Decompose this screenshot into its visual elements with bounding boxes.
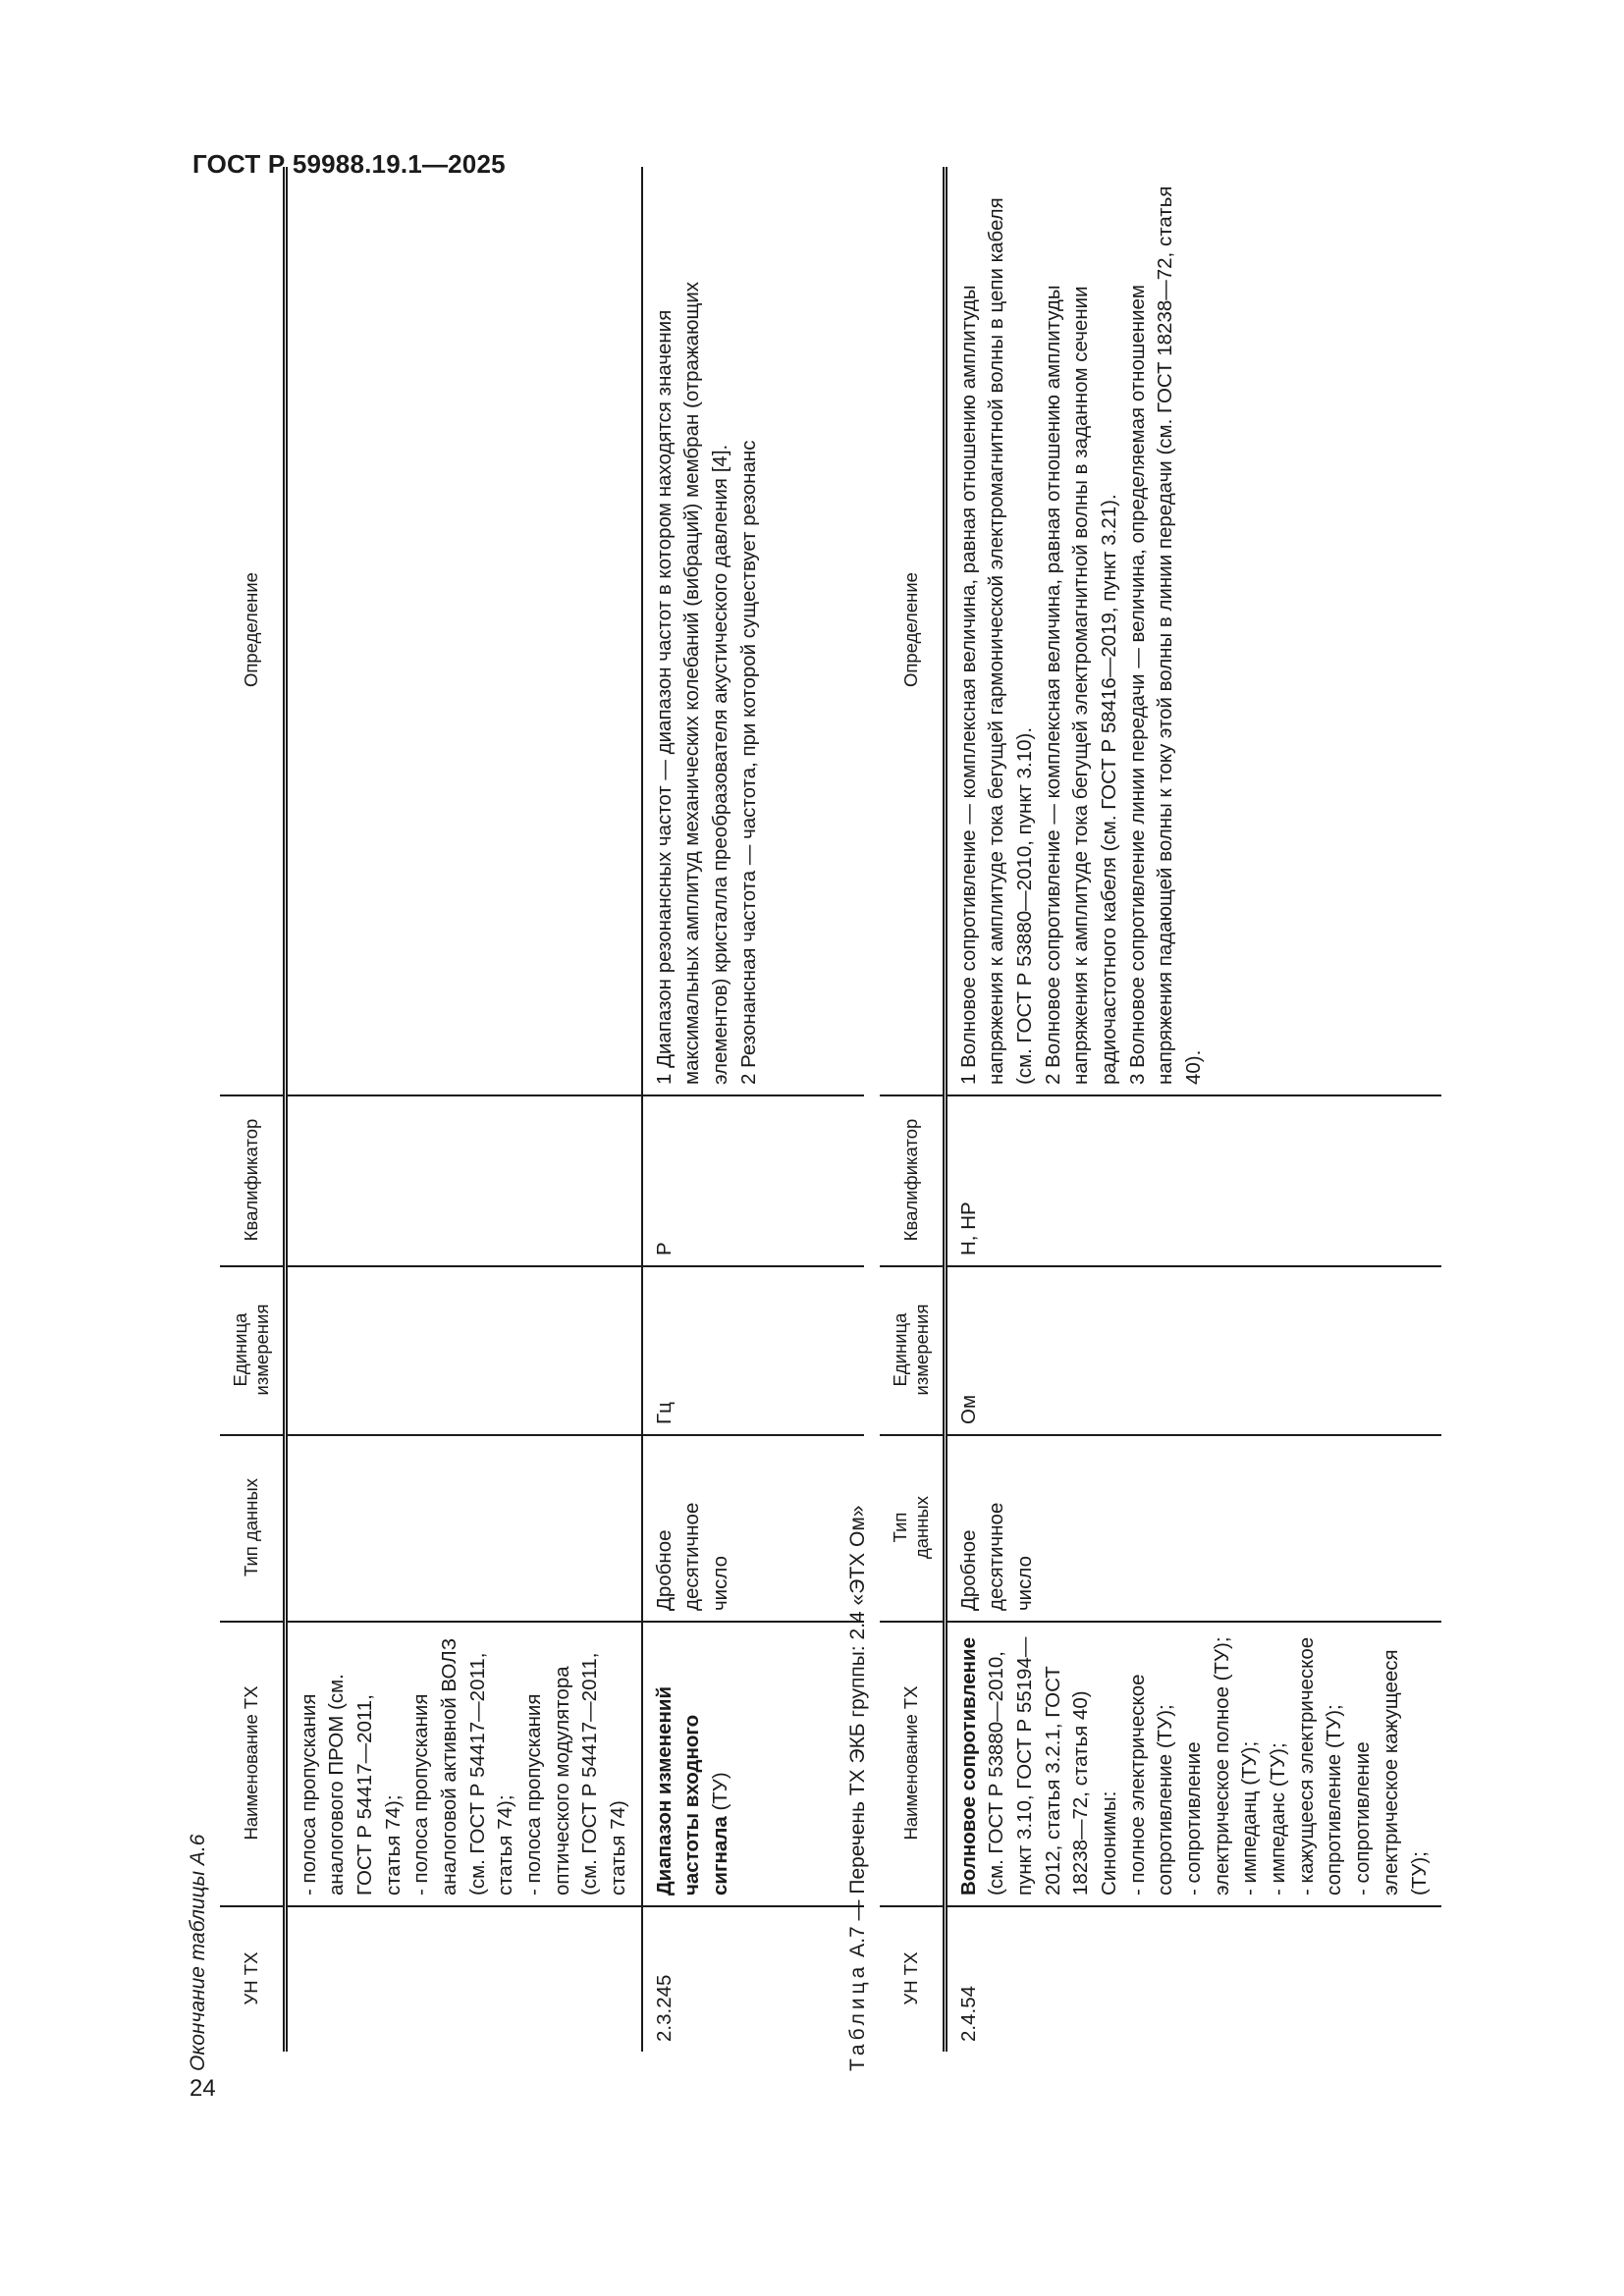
- cell-qualifier: Н, НР: [945, 1095, 1441, 1266]
- name-details: (ТУ): [709, 1772, 732, 1811]
- name-details: (см. ГОСТ Р 53880—2010, пункт 3.10, ГОСТ Р 55194—2012, статья 3.2.1, ГОСТ 18238—72, статья 40) Синонимы: - полное электрическое сопротивление (ТУ); - сопротивление электрическое полное (ТУ); - импеданц (ТУ); - импеданс (ТУ); - кажущееся электрическое сопротивление (ТУ); - сопротивление электрическое кажущееся (ТУ);: [985, 1636, 1431, 1896]
- caption-prefix: Таблица: [846, 1962, 869, 2071]
- table-row: [945, 167, 1441, 2052]
- col-header-type: Тип данных: [880, 1435, 945, 1622]
- col-header-unit: Единица измерения: [220, 1266, 285, 1435]
- cell-id: 2.4.54: [945, 1906, 1441, 2052]
- cell-definition: 1 Волновое сопротивление — комплексная величина, равная отношению амплитуды напряжения к амплитуде тока бегущей гармонической электромагнитной волны в цепи кабеля (см. ГОСТ Р 53880—2010, пункт 3.10). 2 Волновое сопротивление — комплексная величина, равная отношению амплитуды напряжения к амплитуде тока бегущей электромагнитной волны в заданном сечении радиочастотного кабеля (см. ГОСТ Р 58416—2019, пункт 3.21). 3 Волновое сопротивление линии передачи — величина, определяемая отношением напряжения падающей волны к току этой волны в линии передачи (см. ГОСТ 18238—72, статья 40).: [945, 167, 1441, 1095]
- cell-name: [285, 1622, 642, 1906]
- cell-unit: Ом: [945, 1266, 1441, 1435]
- cell-name: [945, 1622, 1441, 1906]
- col-header-id: УН ТХ: [880, 1906, 945, 2052]
- cell-definition: [285, 167, 642, 1095]
- col-header-id: УН ТХ: [220, 1906, 285, 2052]
- col-header-name: Наименование ТХ: [880, 1622, 945, 1906]
- table-a7: [880, 167, 1441, 2052]
- table-row: [642, 167, 864, 2052]
- col-header-name: Наименование ТХ: [220, 1622, 285, 1906]
- col-header-definition: Определение: [220, 167, 285, 1095]
- col-header-definition: Определение: [880, 167, 945, 1095]
- document-header: ГОСТ Р 59988.19.1—2025: [192, 149, 506, 179]
- cell-type: Дробное десятичное число: [642, 1435, 864, 1622]
- table-a6: [220, 167, 864, 2052]
- col-header-qualifier: Квалификатор: [220, 1095, 285, 1266]
- cell-id: [285, 1906, 642, 2052]
- table-row: [285, 167, 642, 2052]
- rotated-content: [185, 152, 1432, 2076]
- col-header-qualifier: Квалификатор: [880, 1095, 945, 1266]
- col-header-type: Тип данных: [220, 1435, 285, 1622]
- cell-qualifier: [285, 1095, 642, 1266]
- cell-unit: Гц: [642, 1266, 864, 1435]
- caption-text: А.7 — Перечень ТХ ЭКБ группы: 2.4 «ЭТХ Ом»: [846, 1505, 869, 1957]
- table-continuation-caption: Окончание таблицы А.6: [187, 1834, 209, 2071]
- cell-unit: [285, 1266, 642, 1435]
- cell-id: 2.3.245: [642, 1906, 864, 2052]
- name-bold: Волновое сопротивление: [956, 1636, 980, 1896]
- cell-type: Дробное десятичное число: [945, 1435, 1441, 1622]
- cell-name: [642, 1622, 864, 1906]
- page-number: 24: [189, 2075, 216, 2102]
- name-bold: Диапазон изменений частоты входного сигнала: [652, 1685, 732, 1896]
- table-caption: [846, 1506, 870, 2071]
- cell-type: [285, 1435, 642, 1622]
- cell-definition: 1 Диапазон резонансных частот — диапазон частот в котором находятся значения максимальных амплитуд механических колебаний (вибраций) мембран (отражающих элементов) кристалла преобразователя акустического давления [4]. 2 Резонансная частота — частота, при которой существует резонанс: [642, 167, 864, 1095]
- name-details: - полоса пропускания аналогового ПРОМ (см. ГОСТ Р 54417—2011, статья 74); - полоса пропускания аналоговой активной ВОЛЗ (см. ГОСТ Р 54417—2011, статья 74); - полоса пропускания оптического модулятора (см. ГОСТ Р 54417—2011, статья 74): [297, 1637, 630, 1896]
- cell-qualifier: Р: [642, 1095, 864, 1266]
- col-header-unit: Единица измерения: [880, 1266, 945, 1435]
